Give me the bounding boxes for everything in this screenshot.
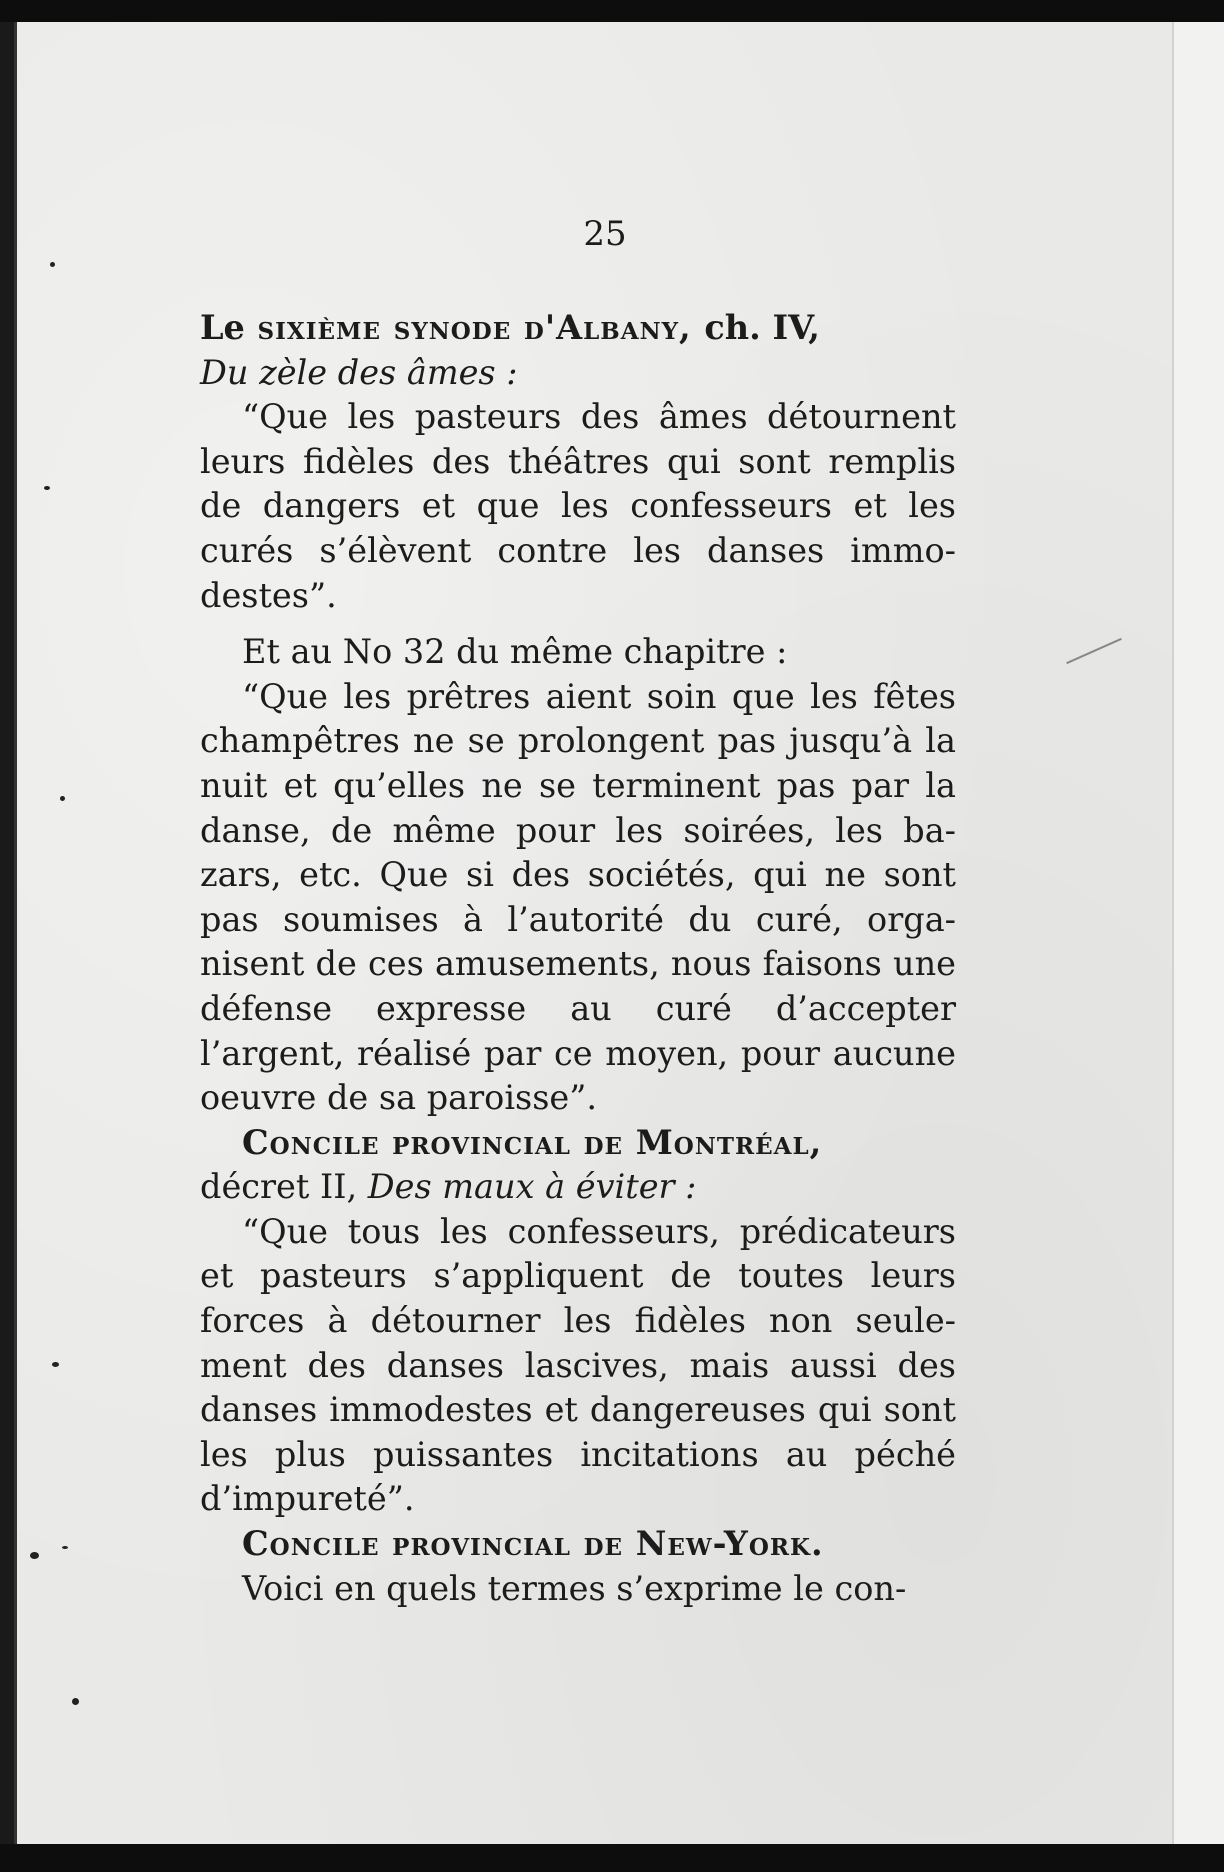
montreal-heading: Concile provincial de Montréal,: [242, 1122, 823, 1162]
newyork-heading: Concile provincial de New-York.: [242, 1524, 824, 1564]
ink-speck: [62, 1546, 68, 1549]
page-number: 25: [583, 214, 627, 254]
ink-speck: [30, 1552, 39, 1559]
montreal-decree: décret II,: [200, 1167, 358, 1207]
albany-heading: [200, 306, 956, 351]
albany-heading-chapter: ch. IV,: [704, 308, 820, 347]
albany-heading-lead: Le: [200, 308, 245, 347]
ink-speck: [60, 796, 65, 801]
scan-top-border: [0, 0, 1224, 22]
montreal-decree-title: Des maux à éviter :: [367, 1167, 697, 1207]
albany-no32-quote: “Que les prêtres aient soin que les fêtes champêtres ne se prolongent pas jusqu’à la nuit et qu’elles ne se terminent pas par la danse, de même pour les soirées, les bazars, etc. Que si des sociétés, qui ne sont pas soumises à l’autorité du curé, organisent de ces amusements, nous faisons une défense expresse au curé d’accepter l’argent, réalisé par ce moyen, pour aucune oeuvre de sa paroisse”.: [200, 676, 956, 1118]
binding-edge: [14, 22, 36, 1844]
albany-quote: “Que les pasteurs des âmes détournent leurs fidèles des théâtres qui sont remplis de dangers et que les confesseurs et les curés s’élèvent contre les danses immodestes”.: [200, 397, 956, 615]
newyork-text: Voici en quels termes s’exprime le con-: [242, 1568, 907, 1608]
facing-page-edge: [1172, 0, 1224, 1872]
albany-subtitle: Du zèle des âmes :: [200, 352, 518, 392]
albany-heading-title: sixième synode d'Albany,: [257, 308, 692, 347]
scan-bottom-border: [0, 1844, 1224, 1872]
albany-no32-intro: Et au No 32 du même chapitre :: [242, 632, 788, 672]
ink-speck: [72, 1698, 79, 1705]
montreal-quote: “Que tous les confesseurs, prédicateurs et pasteurs s’appliquent de toutes leurs forces à détourner les fidèles non seulement des danses lascives, mais aussi des danses immodestes et dangereuses qui sont les plus puissantes incitations au péché d’impureté”.: [200, 1211, 956, 1519]
ink-speck: [50, 262, 55, 267]
ink-speck: [52, 1362, 59, 1367]
ink-speck: [44, 486, 50, 490]
page-text: [200, 212, 956, 1611]
montreal-decree-line: [200, 1165, 956, 1210]
